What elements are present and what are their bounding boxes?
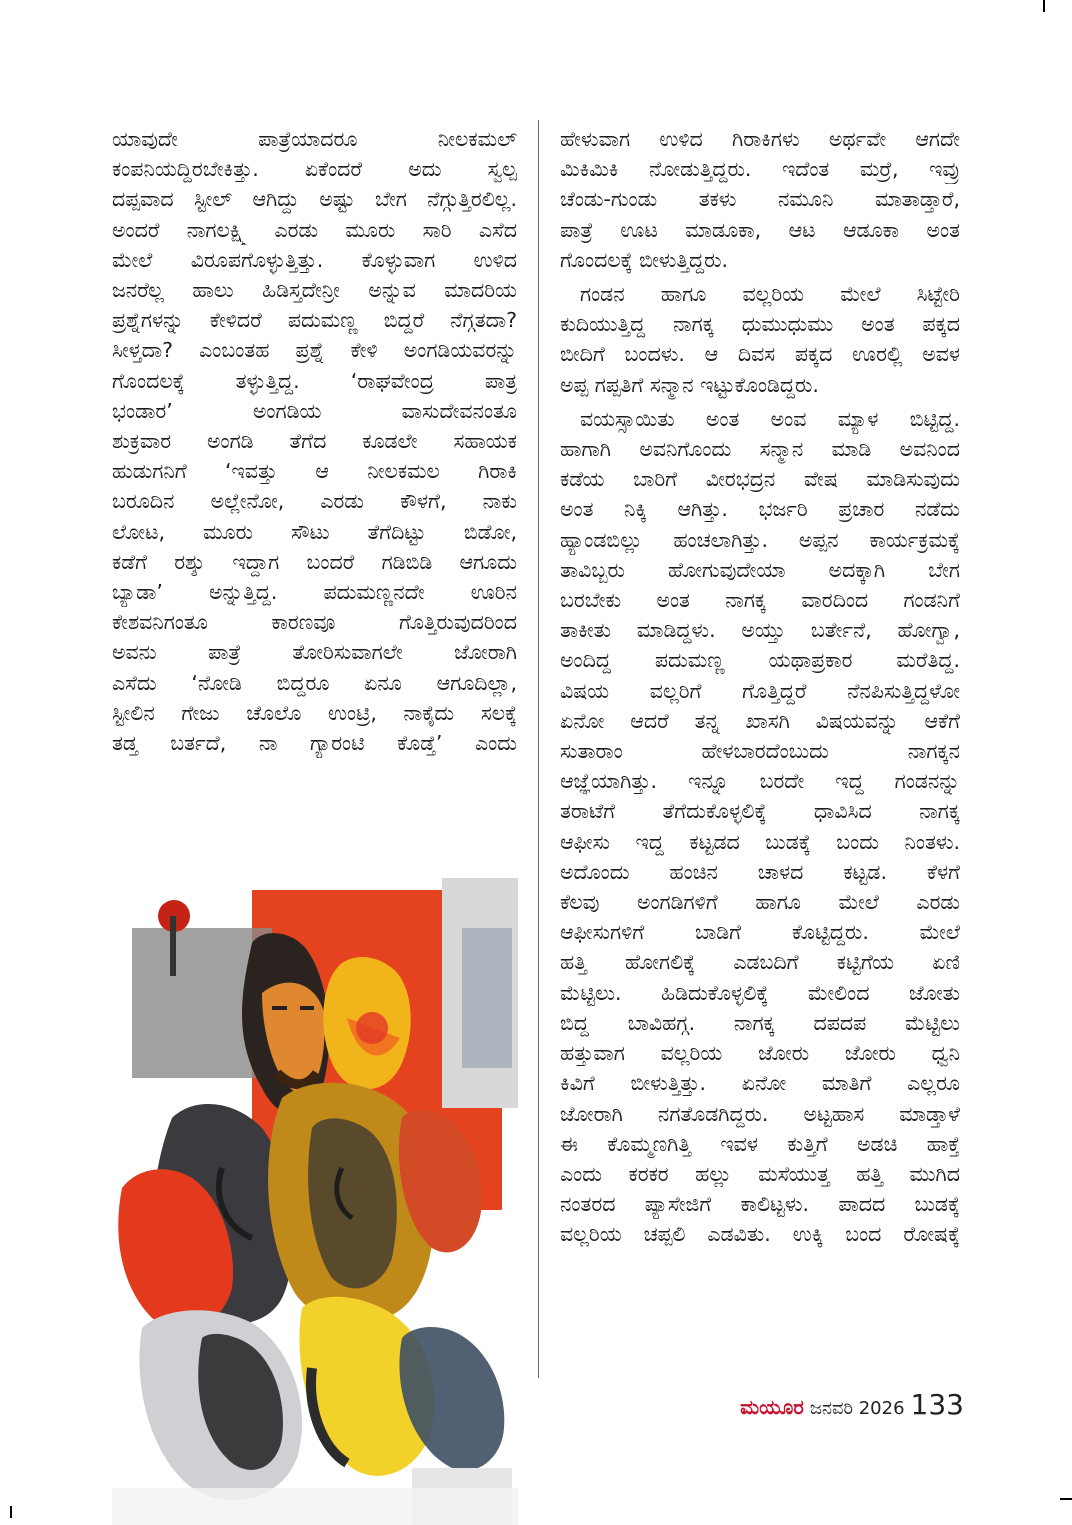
text-line: ಹತ್ತಿ ಹೋಗಲಿಕ್ಕೆ ಎಡಬದಿಗೆ ಕಟ್ಟಿಗೆಯ ಏಣಿ xyxy=(560,950,960,975)
right-text-column xyxy=(560,124,960,1250)
page-footer xyxy=(724,1388,964,1432)
text-line: ಅಂದಿದ್ದ ಪದುಮಣ್ಣ ಯಥಾಪ್ರಕಾರ ಮರೆತಿದ್ದ. xyxy=(560,648,960,673)
text-line: ಪಾತ್ರೆ ಊಟ ಮಾಡೂಕಾ, ಆಟ ಆಡೂಕಾ ಅಂತ xyxy=(560,217,960,242)
text-line: ಗೊಂದಲಕ್ಕೆ ತಳ್ಳುತ್ತಿದ್ದ. ‘ರಾಘವೇಂದ್ರ ಪಾತ್ರ xyxy=(112,368,517,393)
text-line: ಕುದಿಯುತ್ತಿದ್ದ ನಾಗಕ್ಕ ಧುಮುಧುಮು ಅಂತ ಪಕ್ಕದ xyxy=(560,312,960,337)
text-line: ತಡ್ತ ಬರ್ತದೆ, ನಾ ಗ್ಯಾರಂಟಿ ಕೊಡ್ತೆ’ ಎಂದು xyxy=(112,731,517,756)
text-line: ಗಂಡನ ಹಾಗೂ ವಲ್ಲರಿಯ ಮೇಲೆ ಸಿಟ್ಟೇರಿ xyxy=(580,282,960,307)
text-line: ತರಾಟೆಗೆ ತೆಗೆದುಕೊಳ್ಳಲಿಕ್ಕೆ ಧಾವಿಸಿದ ನಾಗಕ್ಕ xyxy=(560,799,960,824)
text-line: ಅದೊಂದು ಹಂಚಿನ ಚಾಳದ ಕಟ್ಟಡ. ಕೆಳಗೆ xyxy=(560,859,960,884)
crop-mark-bottom-left xyxy=(10,1506,12,1518)
column-divider xyxy=(538,120,539,1378)
text-line: ಜೋರಾಗಿ ನಗತೊಡಗಿದ್ದರು. ಅಟ್ಟಹಾಸ ಮಾಡ್ತಾಳೆ xyxy=(560,1101,960,1126)
text-line: ಹಾಗಾಗಿ ಅವನಿಗೊಂದು ಸನ್ಮಾನ ಮಾಡಿ ಅವನಿಂದ xyxy=(560,437,960,462)
text-line: ಎಸೆದು ‘ನೋಡಿ ಬಿದ್ದರೂ ಏನೂ ಆಗೂದಿಲ್ಲಾ, xyxy=(112,670,517,695)
text-line: ನಂತರದ ಪ್ಯಾಸೇಜಿಗೆ ಕಾಲಿಟ್ಟಳು. ಪಾದದ ಬುಡಕ್ಕೆ xyxy=(560,1192,960,1217)
text-line: ಆಫೀಸುಗಳಿಗೆ ಬಾಡಿಗೆ ಕೊಟ್ಟಿದ್ದರು. ಮೇಲೆ xyxy=(560,920,960,945)
story-illustration xyxy=(112,868,518,1525)
text-line: ವಲ್ಲರಿಯ ಚಪ್ಪಲಿ ಎಡವಿತು. ಉಕ್ಕಿ ಬಂದ ರೋಷಕ್ಕೆ xyxy=(560,1222,960,1247)
text-line: ಆಜ್ಞೆಯಾಗಿತ್ತು. ಇನ್ನೂ ಬರದೇ ಇದ್ದ ಗಂಡನನ್ನು xyxy=(560,769,960,794)
text-line: ತಾಕೀತು ಮಾಡಿದ್ದಳು. ಅಯ್ತು ಬರ್ತೇನೆ, ಹೋಗ್ವಾ, xyxy=(560,618,960,643)
text-line: ಮೇಲೆ ವಿರೂಪಗೊಳ್ಳುತ್ತಿತ್ತು. ಕೊಳ್ಳುವಾಗ ಉಳಿದ xyxy=(112,247,517,272)
text-line: ಎಂದು ಕರಕರ ಹಲ್ಲು ಮಸೆಯುತ್ತ ಹತ್ತಿ ಮುಗಿದ xyxy=(560,1161,960,1186)
text-line: ಕಿವಿಗೆ ಬೀಳುತ್ತಿತ್ತು. ಏನೋ ಮಾತಿಗೆ ಎಲ್ಲರೂ xyxy=(560,1071,960,1096)
text-line: ಕಡೆಗೆ ರಶ್ಶು ಇದ್ದಾಗ ಬಂದರೆ ಗಡಿಬಿಡಿ ಆಗೂದು xyxy=(112,549,517,574)
text-line: ಸುತಾರಾಂ ಹೇಳಬಾರದೆಂಬುದು ನಾಗಕ್ಕನ xyxy=(560,739,960,764)
text-line: ಪ್ರಶ್ನೆಗಳನ್ನು ಕೇಳಿದರೆ ಪದುಮಣ್ಣ ಬಿದ್ದರೆ ನೆಗ್ಗತದಾ? xyxy=(112,308,517,333)
text-line: ಹುಡುಗನಿಗೆ ‘ಇವತ್ತು ಆ ನೀಲಕಮಲ ಗಿರಾಕಿ xyxy=(112,459,517,484)
text-line: ಮಿಕಿಮಿಕಿ ನೋಡುತ್ತಿದ್ದರು. ಇದೆಂತ ಮರ್ರೆ, ಇವ್ರು xyxy=(560,157,960,182)
text-line: ಚೆಂಡು-ಗುಂಡು ತಕಳು ನಮೂನಿ ಮಾತಾಡ್ತಾರೆ, xyxy=(560,187,960,212)
text-line: ಮೆಟ್ಟಿಲು. ಹಿಡಿದುಕೊಳ್ಳಲಿಕ್ಕೆ ಮೇಲಿಂದ ಜೋತು xyxy=(560,980,960,1005)
crop-mark-top-right xyxy=(1043,0,1045,12)
text-line: ಕಡೆಯ ಬಾರಿಗೆ ವೀರಭದ್ರನ ವೇಷ ಮಾಡಿಸುವುದು xyxy=(560,467,960,492)
text-line: ಹೇಳುವಾಗ ಉಳಿದ ಗಿರಾಕಿಗಳು ಅರ್ಥವೇ ಆಗದೇ xyxy=(560,127,960,151)
text-line: ದಪ್ಪವಾದ ಸ್ಟೀಲ್ ಆಗಿದ್ದು ಅಷ್ಟು ಬೇಗ ನೆಗ್ಗುತ್ತಿರಲಿಲ್ಲ. xyxy=(112,187,517,212)
issue-date: ಜನವರಿ 2026 xyxy=(809,1398,905,1419)
text-line: ಏನೋ ಆದರೆ ತನ್ನ ಖಾಸಗಿ ವಿಷಯವನ್ನು ಆಕೆಗೆ xyxy=(560,708,960,733)
text-line: ಅವನು ಪಾತ್ರೆ ತೋರಿಸುವಾಗಲೇ ಜೋರಾಗಿ xyxy=(112,640,517,665)
text-line: ಯಾವುದೇ ಪಾತ್ರೆಯಾದರೂ ನೀಲಕಮಲ್ xyxy=(112,127,517,151)
text-line: ಬೀದಿಗೆ ಬಂದಳು. ಆ ದಿವಸ ಪಕ್ಕದ ಊರಲ್ಲಿ ಅವಳ xyxy=(560,342,960,367)
text-line: ಬರೂದಿನ ಅಲ್ಲೇನೋ, ಎರಡು ಕೌಳಗೆ, ನಾಕು xyxy=(112,489,517,514)
text-line: ಕೇಶವನಿಗಂತೂ ಕಾರಣವೂ ಗೊತ್ತಿರುವುದರಿಂದ xyxy=(112,610,517,635)
crop-mark-right xyxy=(1060,1498,1072,1500)
text-line: ಕಂಪನಿಯದ್ದಿರಬೇಕಿತ್ತು. ಏಕೆಂದರೆ ಅದು ಸ್ವಲ್ಪ xyxy=(112,157,517,182)
text-line: ಬಿದ್ದ ಬಾವಿಹಗ್ಗ. ನಾಗಕ್ಕ ದಪದಪ ಮೆಟ್ಟಿಲು xyxy=(560,1010,960,1035)
text-line: ಅಂತ ನಿಕ್ಕಿ ಆಗಿತ್ತು. ಭರ್ಜರಿ ಪ್ರಚಾರ ನಡೆದು xyxy=(560,497,960,522)
text-line: ಸೀಳ್ತದಾ? ಎಂಬಂತಹ ಪ್ರಶ್ನೆ ಕೇಳಿ ಅಂಗಡಿಯವರನ್ನು xyxy=(112,338,517,363)
text-line: ಹ್ಯಾಂಡಬಿಲ್ಲು ಹಂಚಲಾಗಿತ್ತು. ಅಪ್ಪನ ಕಾರ್ಯಕ್ರಮಕ್ಕೆ xyxy=(560,527,960,552)
page-number: 133 xyxy=(910,1388,964,1421)
text-line: ವಯಸ್ಸಾಯಿತು ಅಂತ ಅಂವ ಮ್ಯಾಳ ಬಿಟ್ಟಿದ್ದ. xyxy=(580,406,960,431)
text-line: ವಿಷಯ ವಲ್ಲರಿಗೆ ಗೊತ್ತಿದ್ದರೆ ನೆನಪಿಸುತ್ತಿದ್ದಳೋ xyxy=(560,678,960,703)
text-line: ಅಂದರೆ ನಾಗಲಕ್ಷ್ಮಿ ಎರಡು ಮೂರು ಸಾರಿ ಎಸೆದ xyxy=(112,217,517,242)
text-line: ಭಂಡಾರ’ ಅಂಗಡಿಯ ವಾಸುದೇವನಂತೂ xyxy=(112,398,517,423)
text-line: ಬರಬೇಕು ಅಂತ ನಾಗಕ್ಕ ವಾರದಿಂದ ಗಂಡನಿಗೆ xyxy=(560,588,960,613)
magazine-logo: ಮಯೂರ xyxy=(740,1395,804,1419)
text-line: ಆಫೀಸು ಇದ್ದ ಕಟ್ಟಡದ ಬುಡಕ್ಕೆ ಬಂದು ನಿಂತಳು. xyxy=(560,829,960,854)
left-text-column xyxy=(112,124,517,758)
text-line: ಹತ್ತುವಾಗ ವಲ್ಲರಿಯ ಜೋರು ಜೋರು ಧ್ವನಿ xyxy=(560,1041,960,1066)
text-line: ಶುಕ್ರವಾರ ಅಂಗಡಿ ತೆಗೆದ ಕೂಡಲೇ ಸಹಾಯಕ xyxy=(112,429,517,454)
text-line: ತಾವಿಬ್ಬರು ಹೋಗುವುದೇಯಾ ಅದಕ್ಕಾಗಿ ಬೇಗ xyxy=(560,557,960,582)
text-line: ಕೆಲವು ಅಂಗಡಿಗಳಿಗೆ ಹಾಗೂ ಮೇಲೆ ಎರಡು xyxy=(560,890,960,915)
text-line: ಸ್ಟೀಲಿನ ಗೇಜು ಚೊಲೊ ಉಂಟ್ರಿ, ನಾಕೈದು ಸಲಕ್ಕೆ xyxy=(112,700,517,725)
text-line: ಗೊಂದಲಕ್ಕೆ ಬೀಳುತ್ತಿದ್ದರು. xyxy=(560,247,729,272)
text-line: ಬ್ಯಾಡಾ’ ಅನ್ನುತ್ತಿದ್ದ. ಪದುಮಣ್ಣನದೇ ಊರಿನ xyxy=(112,580,517,605)
text-line: ಲೋಟ, ಮೂರು ಸೌಟು ತೆಗೆದಿಟ್ಟು ಬಿಡೋ, xyxy=(112,519,517,544)
text-line: ಈ ಕೊಮ್ಮಣಗಿತ್ತಿ ಇವಳ ಕುತ್ತಿಗೆ ಅಡಚಿ ಹಾಕ್ತೆ xyxy=(560,1131,960,1156)
text-line: ಅಪ್ಪ ಗಪ್ಪತಿಗೆ ಸನ್ಮಾನ ಇಟ್ಟುಕೊಂಡಿದ್ದರು. xyxy=(560,372,819,397)
text-line: ಜನರೆಲ್ಲ ಹಾಲು ಹಿಡಿಸ್ತದೇನ್ರೀ ಅನ್ನುವ ಮಾದರಿಯ xyxy=(112,278,517,303)
